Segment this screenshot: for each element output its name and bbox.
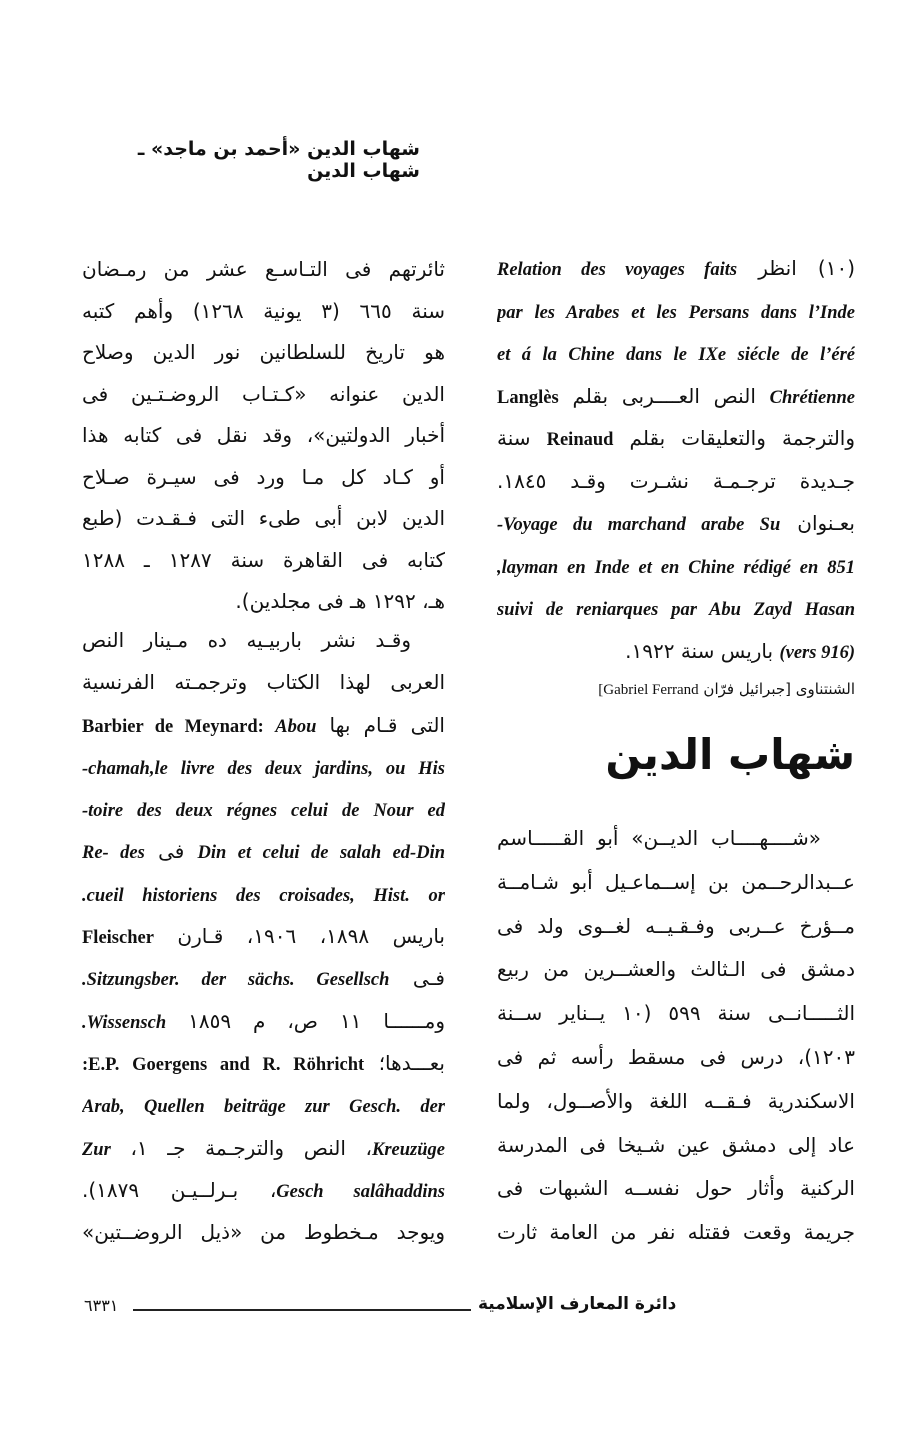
arabic-text: ، بـرلــيـن ١٨٧٩). <box>82 1177 277 1202</box>
latin-text: Relation des voyages faits <box>497 260 738 280</box>
text-line <box>497 948 855 992</box>
arabic-text: ، النص والترجـمة جـ ١، <box>110 1135 373 1160</box>
arabic-text: فـى <box>389 966 445 991</box>
footnote-10 <box>497 247 855 672</box>
text-line <box>497 1124 855 1168</box>
text-line <box>82 1042 445 1084</box>
article-paragraph <box>497 817 855 1255</box>
text-line <box>497 861 855 905</box>
text-line <box>497 1211 855 1255</box>
arabic-text: جريمة وقعت فقتله نفر من العامة ثارت <box>497 1220 855 1245</box>
text-line <box>82 1084 445 1126</box>
latin-text: Gesch salâhaddins <box>276 1181 445 1202</box>
text-line <box>82 619 445 661</box>
text-line <box>497 1167 855 1211</box>
latin-text: Arab, Quellen beiträge zur Gesch. der <box>82 1097 445 1118</box>
text-line <box>82 249 445 291</box>
text-line <box>82 457 445 499</box>
latin-text: cueil historiens des croisades, Hist. or. <box>82 885 445 906</box>
arabic-text: (١٠) انظر <box>737 256 855 280</box>
text-line <box>82 704 445 746</box>
arabic-text: جـديدة ترجـمـة نشـرت وقـد ١٨٤٥. <box>497 468 855 493</box>
text-line <box>497 1036 855 1080</box>
latin-text: par les Arabes et les Persans dans l’Inde <box>497 302 855 323</box>
latin-text: Sitzungsber. der sächs. Gesellsch. <box>82 970 390 991</box>
text-line <box>497 417 855 460</box>
text-line <box>82 498 445 540</box>
arabic-text: العربى لهذا الكتاب وترجمـته الفرنسية <box>82 670 445 695</box>
text-line <box>82 661 445 703</box>
article-title: شهاب الدين <box>605 730 855 779</box>
arabic-text: ويوجد مـخطوط من «ذيل الروضــتين» <box>82 1220 445 1245</box>
latin-text: et á la Chine dans le IXe siécle de l’éré <box>497 345 855 365</box>
arabic-text: سنة ٦٦٥ (٣ يونية ١٢٦٨) وأهم كتبه <box>82 298 445 323</box>
text-line <box>82 1169 445 1211</box>
text-line <box>497 247 855 290</box>
left-paragraph-2 <box>82 619 445 1253</box>
arabic-text: عاد إلى دمشق عين شـيخا فى المدرسة <box>497 1132 855 1157</box>
running-header: شهاب الدين «أحمد بن ماجد» ـ شهاب الدين <box>137 138 420 182</box>
latin-text: Langlès <box>497 387 559 408</box>
latin-text: toire des deux régnes celui de Nour ed- <box>82 801 445 822</box>
arabic-text: ومــــــا ١١ ص، م ١٨٥٩ <box>166 1008 445 1033</box>
latin-text: Fleischer <box>82 928 154 949</box>
arabic-text: هـ، ١٢٩٢ هـ فى مجلدين). <box>235 589 445 613</box>
arabic-text: باريس سنة ١٩٢٢. <box>625 638 780 663</box>
text-line <box>82 581 445 623</box>
arabic-text: باريس ١٨٩٨، ١٩٠٦، قـارن <box>153 924 445 949</box>
arabic-text: فى <box>144 839 198 864</box>
arabic-text: الركنية وأثار حول نفســه الشبهات فى <box>497 1176 855 1201</box>
text-line <box>82 540 445 582</box>
latin-text: (vers 916) <box>779 642 855 663</box>
text-line <box>82 291 445 333</box>
footer-rule <box>133 1309 471 1311</box>
latin-text: Chrétienne <box>769 387 855 408</box>
arabic-text: وقـد نشر باربيـيه ده مـينار النص <box>82 628 411 652</box>
arabic-text: بعـنوان <box>780 511 855 535</box>
arabic-text: كتابه فى القاهرة سنة ١٢٨٧ ـ ١٢٨٨ <box>82 547 445 572</box>
text-line <box>497 817 855 861</box>
text-line <box>82 873 445 915</box>
latin-text: Reinaud <box>546 430 614 450</box>
text-line <box>497 502 855 545</box>
text-line <box>82 830 445 872</box>
arabic-text: ثائرتهم فى التـاسـع عشر من رمـضان <box>82 257 445 281</box>
latin-text: Re- des <box>82 843 145 864</box>
latin-text: Din et celui de salah ed-Din <box>197 843 445 864</box>
page-number: ٦٣٣١ <box>84 1296 119 1315</box>
arabic-text: أخبار الدولتين»، وقد نقل فى كتابه هذا <box>82 423 445 447</box>
arabic-text: الاسكندرية فـقــه اللغة والأصــول، ولما <box>497 1088 855 1113</box>
arabic-text: والترجمة والتعليقات بقلم <box>613 426 855 450</box>
publication-title: دائرة المعارف الإسلامية <box>478 1294 677 1314</box>
latin-text: suivi de reniarques par Abu Zayd Hasan <box>497 600 855 620</box>
arabic-text: الثـــــانــى سنة ٥٩٩ (١٠ يــناير ســنة <box>497 1001 855 1026</box>
text-line <box>82 332 445 374</box>
text-line <box>497 992 855 1036</box>
arabic-text: «شــــهــــاب الديــن» أبو القـــــاسم <box>497 826 821 850</box>
arabic-text: سنة <box>497 426 547 450</box>
arabic-text: أو كـاد كل مـا ورد فى سيـرة صـلاح <box>82 464 445 489</box>
text-line <box>497 587 855 630</box>
arabic-text: الدين لابن أبى طىء التى فـقـدت (طبع <box>82 506 445 530</box>
text-line <box>497 545 855 588</box>
text-line <box>497 332 855 375</box>
arabic-text: التى قـام بها <box>316 712 445 737</box>
author-arabic: الشنتناوى [جبرائيل فرّان <box>698 680 855 698</box>
arabic-text: بعـــدها؛ <box>364 1050 445 1075</box>
author-latin: Gabriel Ferrand] <box>598 682 699 698</box>
latin-text: Wissensch. <box>82 1012 167 1033</box>
text-line <box>82 915 445 957</box>
text-line <box>82 1127 445 1169</box>
text-line <box>82 957 445 999</box>
text-line <box>82 374 445 416</box>
latin-text: Barbier de Meynard: <box>82 716 276 737</box>
latin-text: Abou <box>275 716 317 737</box>
text-line <box>82 1211 445 1253</box>
latin-text: Zur <box>82 1139 111 1160</box>
text-line <box>82 788 445 830</box>
arabic-text: النص العــــربى بقلم <box>558 383 770 408</box>
arabic-text: ١٢٠٣)، درس فى مسقط رأسه ثم فى <box>497 1044 855 1069</box>
arabic-text: هو تاريخ للسلطانين نور الدين وصلاح <box>82 340 445 364</box>
text-line <box>82 1000 445 1042</box>
footnote-author <box>497 680 855 699</box>
text-line <box>497 460 855 503</box>
latin-text: E.P. Goergens and R. Röhricht: <box>82 1054 365 1075</box>
text-line <box>82 415 445 457</box>
left-paragraph-1 <box>82 249 445 623</box>
text-line <box>497 1080 855 1124</box>
text-line <box>82 746 445 788</box>
arabic-text: الدين عنوانه «كـتـاب الروضـتـين فى <box>82 381 445 406</box>
text-line <box>497 905 855 949</box>
latin-text: Kreuzüge <box>372 1139 445 1160</box>
text-line <box>497 290 855 333</box>
latin-text: chamah,le livre des deux jardins, ou His- <box>82 758 445 779</box>
latin-text: Voyage du marchand arabe Su- <box>497 515 781 535</box>
text-line <box>497 375 855 418</box>
arabic-text: مــؤرخ عــربى وفـقـيــه لغــوى ولد فى <box>497 913 855 938</box>
latin-text: layman en Inde et en Chine rédigé en 851, <box>497 557 855 578</box>
text-line <box>497 630 855 673</box>
arabic-text: دمشق فى الـثالث والعشــرين من ربيع <box>497 957 855 982</box>
arabic-text: عــبدالرحــمن بن إســماعـيل أبو شـامــة <box>497 869 855 894</box>
